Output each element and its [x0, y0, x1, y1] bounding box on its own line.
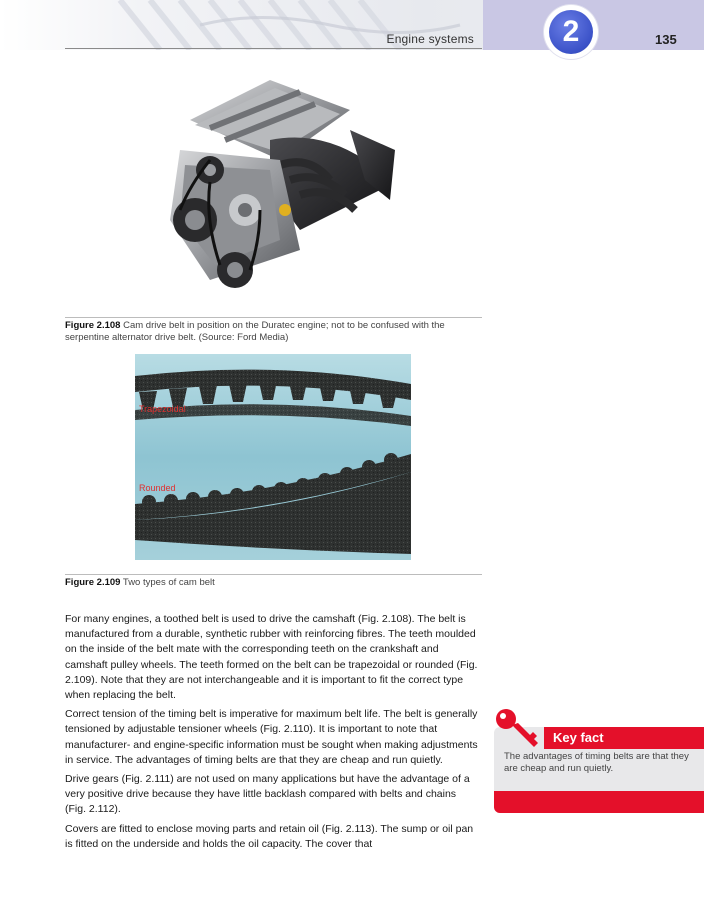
trapezoidal-label: Trapezoidal — [139, 404, 186, 414]
header-rule — [65, 48, 482, 49]
figure-108-label: Figure 2.108 — [65, 320, 121, 331]
body-text — [65, 612, 478, 856]
paragraph: For many engines, a toothed belt is used to drive the camshaft (Fig. 2.108). The belt is manufactured from a durable, synthetic rubber with reinforcing fibres. The teeth moulded on the inside of the belt mate with the corresponding teeth on the crankshaft and camshaft pulley wheels. The teeth formed on the belt can be trapezoidal or rounded (Fig. 2.109). Note that they are not interchangeable and it is important to fit the correct type when replacing the belt. — [65, 613, 478, 702]
page-number: 135 — [655, 32, 677, 47]
paragraph: Drive gears (Fig. 2.111) are not used on many applications but have the advantage of a very positive drive because they have little backlash compared with belts and chains (Fig. 2.112). — [65, 773, 470, 816]
paragraph: Correct tension of the timing belt is imperative for maximum belt life. The belt is generally tensioned by adjustable tensioner wheels (Fig. 2.110). It is important to note that manufacturer- and engine-specific information must be sought when making adjustments in service. The advantages of timing belts are that they are cheap and run quietly. — [65, 708, 478, 766]
paragraph: Covers are fitted to enclose moving parts and retain oil (Fig. 2.113). The sump or oil pan is fitted on the underside and holds the oil capacity. The cover that — [65, 822, 474, 850]
figure-109-text: Two types of cam belt — [122, 577, 215, 588]
key-fact-text: The advantages of timing belts are that they are cheap and run quietly. — [504, 751, 689, 774]
chapter-badge: 2 — [549, 10, 593, 54]
cam-belt-types-image — [135, 354, 411, 560]
figure-109-caption — [65, 574, 482, 589]
figure-109-label: Figure 2.109 — [65, 577, 121, 588]
figure-108-caption — [65, 317, 482, 344]
figure-108-text: Cam drive belt in position on the Duratec engine; not to be confused with the serpentine alternator drive belt. (Source: Ford Media) — [65, 320, 445, 343]
key-fact-box — [494, 707, 704, 813]
duratec-engine-image — [150, 70, 402, 302]
key-fact-footer — [494, 791, 704, 813]
key-fact-title: Key fact — [553, 730, 604, 745]
key-icon — [494, 707, 546, 753]
rounded-label: Rounded — [139, 483, 176, 493]
section-title: Engine systems — [386, 32, 474, 46]
